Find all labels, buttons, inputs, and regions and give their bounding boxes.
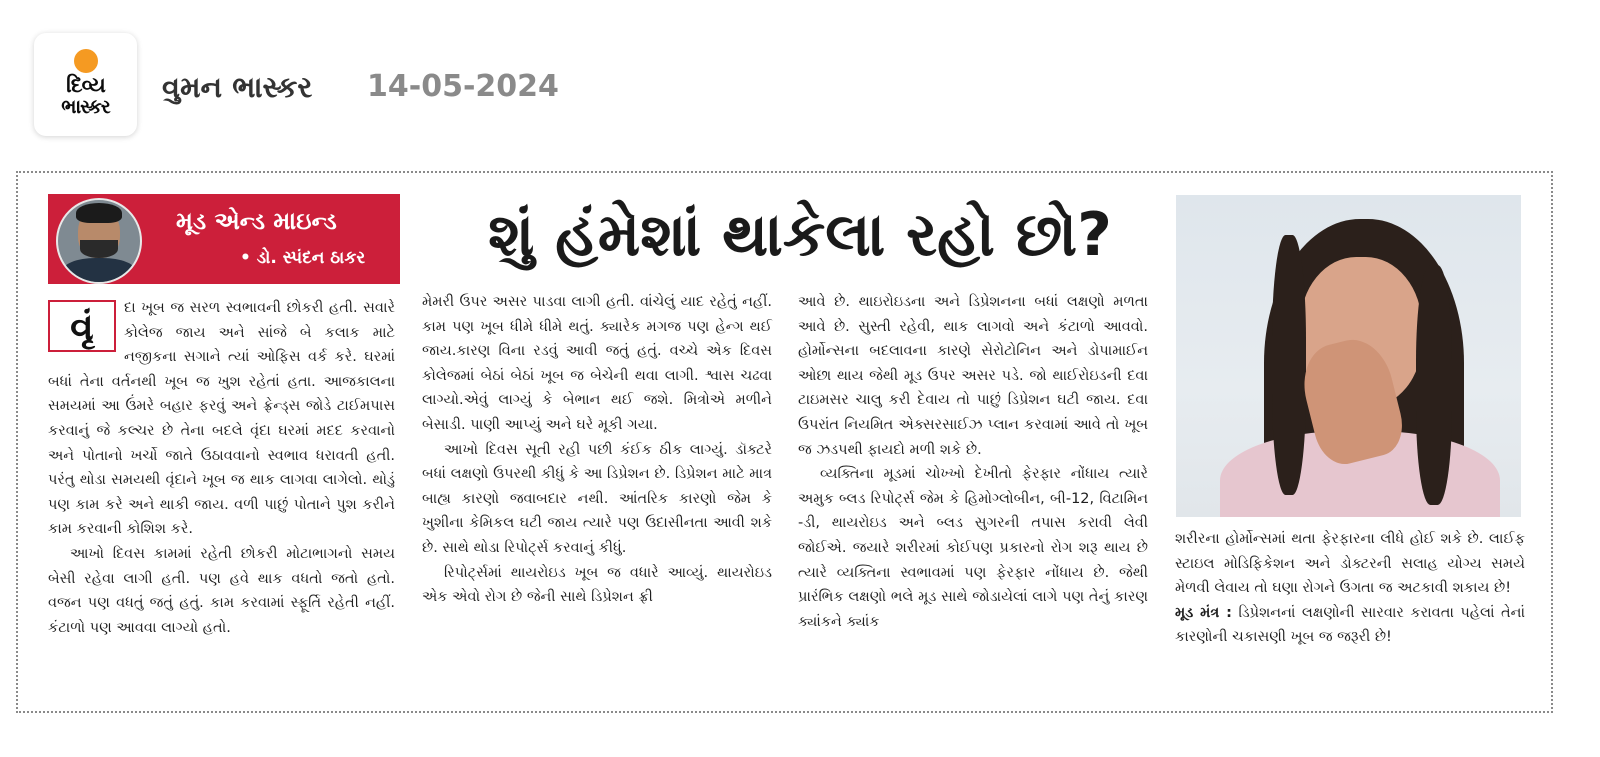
mantra-label: મૂડ મંત્ર : <box>1175 604 1232 621</box>
paragraph: આવે છે. થાઇરોઇડના અને ડિપ્રેશનના બધાં લક્ષણો મળતા આવે છે. સુસ્તી રહેવી, થાક લાગવો અને કંટાળો આવવો. હોર્મોન્સના બદલાવના કારણે સેરોટોનિન અને ડોપામાઈન ઓછા થાય જેથી મૂડ ઉપર અસર પડે. જો થાઈરોઇડની દવા ટાઇમસર ચાલુ કરી દેવાય તો પાછું ડિપ્રેશન ઘટી જાય. દવા ઉપરાંત નિયમિત એક્સરસાઈઝ પ્લાન કરવામાં આવે તો ખૂબ જ ઝડપથી ફાયદો મળી શકે છે. <box>798 294 1148 458</box>
author-avatar <box>56 198 142 284</box>
publish-date: 14-05-2024 <box>367 69 559 104</box>
divya-bhaskar-logo[interactable] <box>34 33 137 136</box>
article-headline: શું હંમેશાં થાકેલા રહો છો? <box>488 200 1112 270</box>
author-name: • ડો. સ્પંદન ઠાકર <box>240 248 366 268</box>
article-column-2 <box>422 290 772 610</box>
paragraph: આખો દિવસ સૂતી રહી પછી કંઈક ઠીક લાગ્યું. ડૉક્ટરે બધાં લક્ષણો ઉપરથી કીધું કે આ ડિપ્રેશન છે. ડિપ્રેશન માટે માત્ર બાહ્ય કારણો જવાબદાર નથી. આંતરિક કારણો જેમ કે ખુશીના કેમિકલ ઘટી જાય ત્યારે પણ ઉદાસીનતા આવી શકે છે. સાથે થોડા રિપોર્ટ્સ કરવાનું કીધું. <box>422 441 772 556</box>
column-name: મૂડ એન્ડ માઇન્ડ <box>176 207 337 235</box>
column-banner <box>48 194 400 284</box>
article-column-3 <box>798 290 1148 634</box>
section-title: વુમન ભાસ્કર <box>162 70 313 104</box>
logo-line2: ભાસ્કર <box>61 96 110 118</box>
article-column-4 <box>1175 527 1525 650</box>
paragraph: વૃં દા ખૂબ જ સરળ સ્વભાવની છોકરી હતી. સવારે કોલેજ જાય અને સાંજે બે કલાક માટે નજીકના સગાને ત્યાં ઓફિસ વર્ક કરે. ઘરમાં બધાં તેના વર્તનથી ખૂબ જ ખુશ રહેતાં હતા. આજકાલના સમયમાં આ ઉંમરે બહાર ફરવું અને ફ્રેન્ડ્સ જોડે ટાઈમપાસ કરવાનું જે કલ્ચર છે તેના બદલે વૃંદા ઘરમાં મદદ કરવાનો અને પોતાનો ખર્ચો જાતે ઉઠાવવાનો સ્વભાવ ધરાવતી હતી. પરંતુ થોડા સમયથી વૃંદાને ખૂબ જ થાક લાગવા લાગેલો. થોડું પણ કામ કરે અને થાકી જાય. વળી પાછું પોતાને પુશ કરીને કામ કરવાની કોશિશ કરે. <box>48 300 395 538</box>
sun-icon <box>74 49 98 73</box>
mantra-text: ડિપ્રેશનનાં લક્ષણોની સારવાર કરાવતા પહેલાં તેનાં કારણોની ચકાસણી ખૂબ જ જરૂરી છે! <box>1175 604 1526 646</box>
paragraph: રિપોર્ટ્સમાં થાયરોઇડ ખૂબ જ વધારે આવ્યું. થાયરોઇડ એક એવો રોગ છે જેની સાથે ડિપ્રેશન ફ્રી <box>422 564 772 606</box>
drop-cap: વૃં <box>48 300 116 352</box>
paragraph: શરીરના હોર્મોન્સમાં થતા ફેરફારના લીધે હોઈ શકે છે. લાઈફ સ્ટાઇલ મોડિફિકેશન અને ડોક્ટરની સલાહ યોગ્ય સમયે મેળવી લેવાય તો ઘણા રોગને ઉગતા જ અટકાવી શકાય છે! <box>1175 531 1525 597</box>
article-column-1 <box>48 296 395 640</box>
paragraph: આખો દિવસ કામમાં રહેતી છોકરી મોટાભાગનો સમય બેસી રહેવા લાગી હતી. પણ હવે થાક વધતો જતો હતો. વજન પણ વધતું જતું હતું. કામ કરવામાં સ્ફૂર્તિ રહેતી નહીં. કંટાળો પણ આવવા લાગ્યો હતો. <box>48 545 395 636</box>
mood-mantra <box>1175 601 1525 650</box>
paragraph: મેમરી ઉપર અસર પાડવા લાગી હતી. વાંચેલું યાદ રહેતું નહીં. કામ પણ ખૂબ ધીમે ધીમે થતું. ક્યારેક મગજ પણ હેન્ગ થઈ જાય.કારણ વિના રડવું આવી જતું હતું. વચ્ચે એક દિવસ કોલેજમાં બેઠાં બેઠાં ખૂબ જ બેચેની થવા લાગી. શ્વાસ ચઢવા લાગ્યો.એવું લાગ્યું કે બેભાન થઈ જશે. મિત્રોએ મળીને બેસાડી. પાણી આપ્યું અને ઘરે મૂકી ગયા. <box>422 294 772 433</box>
paragraph: વ્યક્તિના મૂડમાં ચોખ્ખો દેખીતો ફેરફાર નોંધાય ત્યારે અમુક બ્લડ રિપોર્ટ્સ જેમ કે હિમોગ્લોબીન, બી-12, વિટામિન -ડી, થાયરોઇડ અને બ્લડ સુગરની તપાસ કરાવી લેવી જોઈએ. જયારે શરીરમાં કોઈપણ પ્રકારનો રોગ શરૂ થાય છે ત્યારે વ્યક્તિના સ્વભાવમાં પણ ફેરફાર નોંધાય છે. જેથી પ્રારંભિક લક્ષણો ભલે મૂડ સાથે જોડાયેલાં લાગે પણ તેનું કારણ ક્યાંકને ક્યાંક <box>798 466 1148 630</box>
article-photo <box>1176 195 1521 517</box>
logo-line1: દિવ્ય <box>66 73 105 97</box>
